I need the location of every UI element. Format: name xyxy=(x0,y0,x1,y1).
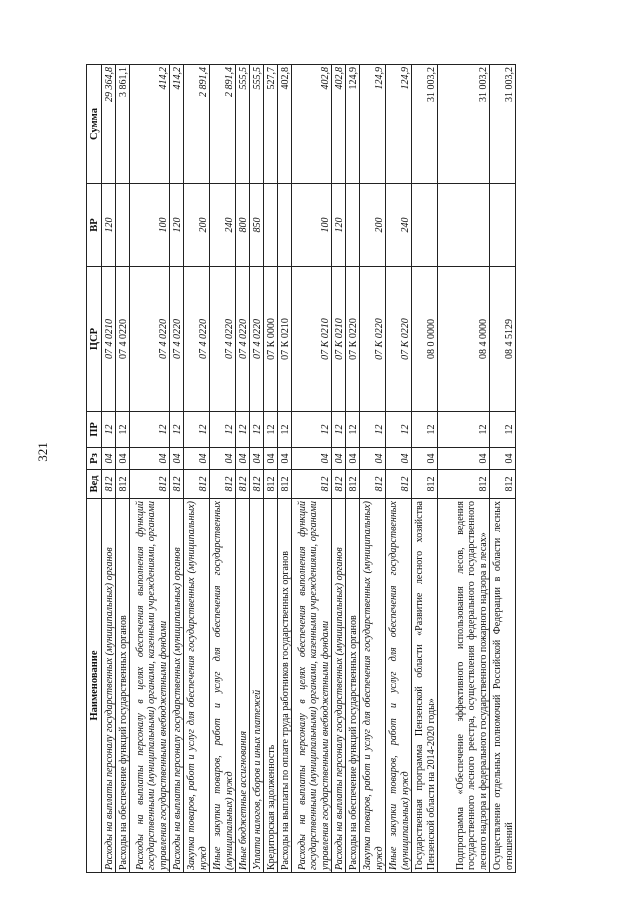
cell-ved: 812 xyxy=(386,470,412,499)
cell-csr: 07 К 0210 xyxy=(278,267,292,412)
table-body xyxy=(102,65,516,873)
cell-pr: 12 xyxy=(332,412,346,448)
cell-csr: 07 К 0220 xyxy=(386,267,412,412)
cell-name: Расходы на выплаты персоналу в целях обеспечения выполнения функций государственными (муниципальными) органами, казенными учреждениями, органами управления государственными внебюджетными фондами xyxy=(130,499,170,873)
table-row xyxy=(102,65,116,873)
table-row xyxy=(184,65,210,873)
cell-ved: 812 xyxy=(236,470,250,499)
table-row xyxy=(412,65,438,873)
cell-csr: 07 4 0220 xyxy=(116,267,130,412)
cell-ved: 812 xyxy=(116,470,130,499)
table-row xyxy=(438,65,490,873)
cell-rz: 04 xyxy=(386,448,412,470)
cell-pr: 12 xyxy=(490,412,516,448)
cell-pr: 12 xyxy=(278,412,292,448)
table-row xyxy=(360,65,386,873)
cell-pr: 12 xyxy=(412,412,438,448)
cell-csr: 08 0 0000 xyxy=(412,267,438,412)
table-row xyxy=(292,65,332,873)
cell-csr: 07 4 0210 xyxy=(102,267,116,412)
cell-rz: 04 xyxy=(438,448,490,470)
cell-name: Расходы на выплаты персоналу государственных (муниципальных) органов xyxy=(332,499,346,873)
cell-pr: 12 xyxy=(250,412,264,448)
table-header xyxy=(87,65,102,873)
cell-vr xyxy=(438,184,490,267)
cell-vr: 100 xyxy=(130,184,170,267)
header-name: Наименование xyxy=(87,499,102,873)
cell-rz: 04 xyxy=(130,448,170,470)
cell-csr: 07 4 0220 xyxy=(170,267,184,412)
cell-ved: 812 xyxy=(346,470,360,499)
cell-csr: 07 К 0220 xyxy=(360,267,386,412)
cell-csr: 07 4 0220 xyxy=(210,267,236,412)
cell-rz: 04 xyxy=(292,448,332,470)
cell-csr: 07 4 0220 xyxy=(236,267,250,412)
table-row xyxy=(170,65,184,873)
cell-pr: 12 xyxy=(360,412,386,448)
cell-sum: 414,2 xyxy=(130,65,170,184)
cell-ved: 812 xyxy=(184,470,210,499)
cell-name: Иные бюджетные ассигнования xyxy=(236,499,250,873)
table-row xyxy=(278,65,292,873)
table-row xyxy=(236,65,250,873)
header-rz: Рз xyxy=(87,448,102,470)
cell-ved: 812 xyxy=(264,470,278,499)
cell-vr: 240 xyxy=(210,184,236,267)
cell-csr: 07 4 0220 xyxy=(130,267,170,412)
cell-vr: 120 xyxy=(102,184,116,267)
cell-sum: 124,9 xyxy=(346,65,360,184)
budget-table xyxy=(86,64,516,873)
cell-ved: 812 xyxy=(412,470,438,499)
table-row xyxy=(250,65,264,873)
header-sum: Сумма xyxy=(87,65,102,184)
cell-rz: 04 xyxy=(236,448,250,470)
cell-ved: 812 xyxy=(332,470,346,499)
header-vr: ВР xyxy=(87,184,102,267)
header-csr: ЦСР xyxy=(87,267,102,412)
cell-sum: 29 364,8 xyxy=(102,65,116,184)
cell-name: Расходы на выплаты персоналу в целях обеспечения выполнения функций государственными (муниципальными) органами, казенными учреждениями, органами управления государственными внебюджетными фондами xyxy=(292,499,332,873)
table-row xyxy=(264,65,278,873)
cell-vr xyxy=(490,184,516,267)
cell-name: Закупка товаров, работ и услуг для обеспечения государственных (муниципальных) нужд xyxy=(360,499,386,873)
cell-rz: 04 xyxy=(278,448,292,470)
cell-sum: 2 891,4 xyxy=(210,65,236,184)
cell-rz: 04 xyxy=(250,448,264,470)
cell-sum: 402,8 xyxy=(332,65,346,184)
cell-ved: 812 xyxy=(360,470,386,499)
cell-ved: 812 xyxy=(170,470,184,499)
table-row xyxy=(210,65,236,873)
cell-pr: 12 xyxy=(116,412,130,448)
cell-vr: 120 xyxy=(332,184,346,267)
header-pr: ПР xyxy=(87,412,102,448)
cell-pr: 12 xyxy=(184,412,210,448)
cell-sum: 31 003,2 xyxy=(490,65,516,184)
cell-rz: 04 xyxy=(116,448,130,470)
cell-rz: 04 xyxy=(332,448,346,470)
cell-pr: 12 xyxy=(170,412,184,448)
page-number: 321 xyxy=(35,442,50,462)
cell-rz: 04 xyxy=(360,448,386,470)
cell-name: Расходы на обеспечение функций государственных органов xyxy=(346,499,360,873)
cell-vr xyxy=(264,184,278,267)
table-row xyxy=(346,65,360,873)
cell-ved: 812 xyxy=(250,470,264,499)
cell-rz: 04 xyxy=(490,448,516,470)
table-row xyxy=(116,65,130,873)
cell-name: Расходы на выплаты персоналу государственных (муниципальных) органов xyxy=(170,499,184,873)
cell-csr: 07 К 0220 xyxy=(346,267,360,412)
cell-sum: 414,2 xyxy=(170,65,184,184)
table-row xyxy=(386,65,412,873)
cell-csr: 07 К 0210 xyxy=(292,267,332,412)
cell-vr xyxy=(116,184,130,267)
cell-pr: 12 xyxy=(292,412,332,448)
cell-sum: 124,9 xyxy=(386,65,412,184)
cell-rz: 04 xyxy=(102,448,116,470)
cell-vr: 800 xyxy=(236,184,250,267)
cell-name: Расходы на выплаты по оплате труда работников государственных органов xyxy=(278,499,292,873)
cell-vr: 200 xyxy=(184,184,210,267)
cell-csr: 07 4 0220 xyxy=(250,267,264,412)
cell-name: Расходы на обеспечение функций государственных органов xyxy=(116,499,130,873)
cell-name: Кредиторская задолженность xyxy=(264,499,278,873)
cell-pr: 12 xyxy=(102,412,116,448)
cell-sum: 555,5 xyxy=(250,65,264,184)
cell-sum: 555,5 xyxy=(236,65,250,184)
cell-csr: 08 4 5129 xyxy=(490,267,516,412)
cell-csr: 07 4 0220 xyxy=(184,267,210,412)
cell-name: Расходы на выплаты персоналу государственных (муниципальных) органов xyxy=(102,499,116,873)
header-ved: Вед xyxy=(87,470,102,499)
cell-vr: 120 xyxy=(170,184,184,267)
cell-rz: 04 xyxy=(264,448,278,470)
cell-vr: 850 xyxy=(250,184,264,267)
table-row xyxy=(130,65,170,873)
cell-name: Уплата налогов, сборов и иных платежей xyxy=(250,499,264,873)
cell-sum: 402,8 xyxy=(278,65,292,184)
cell-vr xyxy=(412,184,438,267)
cell-ved: 812 xyxy=(102,470,116,499)
cell-pr: 12 xyxy=(438,412,490,448)
cell-name: Государственная программа Пензенской области «Развитие лесного хозяйства Пензенской области на 2014-2020 годы» xyxy=(412,499,438,873)
cell-vr xyxy=(278,184,292,267)
cell-rz: 04 xyxy=(346,448,360,470)
cell-ved: 812 xyxy=(278,470,292,499)
cell-sum: 31 003,2 xyxy=(412,65,438,184)
cell-ved: 812 xyxy=(130,470,170,499)
cell-vr: 240 xyxy=(386,184,412,267)
cell-name: Иные закупки товаров, работ и услуг для обеспечения государственных (муниципальных) нужд xyxy=(386,499,412,873)
cell-pr: 12 xyxy=(236,412,250,448)
cell-rz: 04 xyxy=(184,448,210,470)
cell-csr: 07 К 0000 xyxy=(264,267,278,412)
cell-sum: 527,7 xyxy=(264,65,278,184)
cell-pr: 12 xyxy=(130,412,170,448)
cell-sum: 31 003,2 xyxy=(438,65,490,184)
cell-rz: 04 xyxy=(412,448,438,470)
cell-pr: 12 xyxy=(346,412,360,448)
cell-pr: 12 xyxy=(210,412,236,448)
cell-sum: 2 891,4 xyxy=(184,65,210,184)
table-row xyxy=(332,65,346,873)
cell-ved: 812 xyxy=(438,470,490,499)
cell-sum: 402,8 xyxy=(292,65,332,184)
cell-csr: 07 К 0210 xyxy=(332,267,346,412)
cell-pr: 12 xyxy=(264,412,278,448)
cell-rz: 04 xyxy=(210,448,236,470)
cell-ved: 812 xyxy=(210,470,236,499)
rotated-table-container xyxy=(86,65,559,873)
cell-ved: 812 xyxy=(292,470,332,499)
cell-name: Иные закупки товаров, работ и услуг для обеспечения государственных (муниципальных) нужд xyxy=(210,499,236,873)
cell-vr xyxy=(346,184,360,267)
cell-name: Подпрограмма «Обеспечение эффективного использования лесов, ведения государственного лесного реестра, осуществления федерального государственного лесного надзора и федерального государственного пожарного надзора в лесах» xyxy=(438,499,490,873)
cell-name: Осуществление отдельных полномочий Российской Федерации в области лесных отношений xyxy=(490,499,516,873)
cell-csr: 08 4 0000 xyxy=(438,267,490,412)
cell-vr: 100 xyxy=(292,184,332,267)
cell-rz: 04 xyxy=(170,448,184,470)
cell-ved: 812 xyxy=(490,470,516,499)
cell-name: Закупка товаров, работ и услуг для обеспечения государственных (муниципальных) нужд xyxy=(184,499,210,873)
cell-vr: 200 xyxy=(360,184,386,267)
cell-sum: 124,9 xyxy=(360,65,386,184)
cell-sum: 3 861,1 xyxy=(116,65,130,184)
table-row xyxy=(490,65,516,873)
cell-pr: 12 xyxy=(386,412,412,448)
